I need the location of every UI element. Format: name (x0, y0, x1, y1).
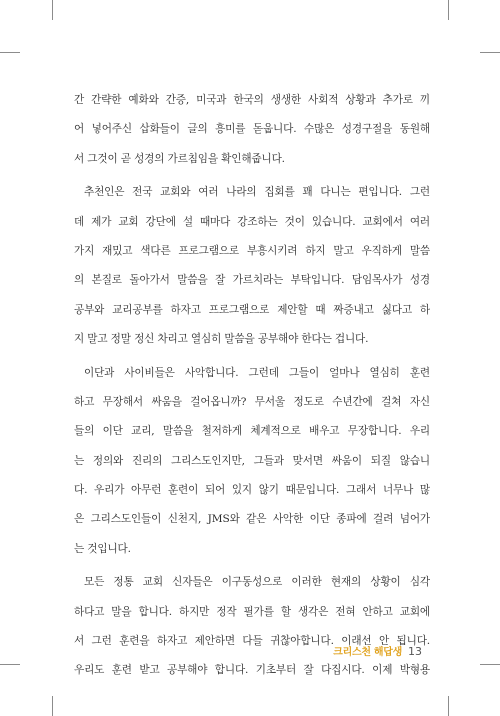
text-line: 는 정의와 진리의 그리스도인지만, 그들과 맞서면 싸움이 되질 않습니 (74, 454, 430, 467)
text-line: 은 그리스도인들이 신천지, JMS와 같은 사악한 이단 종파에 걸려 넘어가 (74, 513, 430, 526)
crop-mark-bottom-left-vertical (52, 696, 53, 716)
text-line: 하고 무장해서 싸움을 걸어옵니까? 무서울 정도로 수년간에 걸쳐 자신 (74, 395, 430, 408)
text-line: 다. 우리가 아무런 훈련이 되어 있지 않기 때문입니다. 그래서 너무나 많 (74, 484, 430, 497)
text-line: 의 본질로 돌아가서 말씀을 잘 가르치라는 부탁입니다. 담임목사가 성경 (74, 274, 430, 287)
text-line: 모든 정통 교회 신자들은 이구동성으로 이러한 현재의 상황이 심각 (84, 576, 430, 589)
page-number: 13 (408, 645, 422, 658)
text-line: 추천인은 전국 교회와 여러 나라의 집회를 꽤 다니는 편입니다. 그런 (84, 186, 430, 199)
text-line: 가지 재밌고 색다른 프로그램으로 부흥시키려 하지 말고 우직하게 말씀 (74, 244, 430, 257)
crop-mark-bottom-left-horizontal (0, 664, 20, 665)
text-line: 데 제가 교회 강단에 설 때마다 강조하는 것이 있습니다. 교회에서 여러 (74, 215, 430, 228)
text-line: 는 것입니다. (74, 542, 131, 555)
running-title: 크리스천 해답생 (333, 647, 402, 658)
body-text (74, 86, 430, 686)
text-line: 들의 이단 교리, 말씀을 철저하게 체계적으로 배우고 무장합니다. 우리 (74, 425, 430, 438)
text-line: 서 그것이 곧 성경의 가르침임을 확인해줍니다. (74, 152, 285, 165)
crop-mark-top-right-horizontal (480, 52, 500, 53)
text-line: 지 말고 정말 정신 차리고 열심히 말씀을 공부해야 한다는 겁니다. (74, 333, 369, 346)
crop-mark-top-left-vertical (52, 0, 53, 20)
page-footer (333, 643, 422, 658)
crop-mark-bottom-right-horizontal (480, 664, 500, 665)
text-line: 서 그런 훈련을 하자고 제안하면 다들 귀찮아합니다. 이래선 안 됩니다. (74, 635, 430, 648)
text-line: 하다고 말을 합니다. 하지만 정작 필가를 할 생각은 전혀 안하고 교회에 (74, 605, 430, 618)
crop-mark-top-right-vertical (448, 0, 449, 20)
text-line: 간 간략한 예화와 간증, 미국과 한국의 생생한 사회적 상황과 추가로 끼 (74, 94, 430, 106)
text-line: 어 넣어주신 삽화들이 글의 흥미를 돋웁니다. 수많은 성경구절을 동원해 (74, 123, 430, 136)
text-line: 우리도 훈련 받고 공부해야 합니다. 기초부터 잘 다집시다. 이제 박형용 (74, 664, 430, 677)
text-line: 공부와 교리공부를 하자고 프로그램으로 제안할 때 짜증내고 싫다고 하 (74, 303, 430, 316)
crop-mark-top-left-horizontal (0, 52, 20, 53)
text-line: 이단과 사이비들은 사악합니다. 그런데 그들이 얼마나 열심히 훈련 (84, 366, 430, 379)
crop-mark-bottom-right-vertical (448, 696, 449, 716)
